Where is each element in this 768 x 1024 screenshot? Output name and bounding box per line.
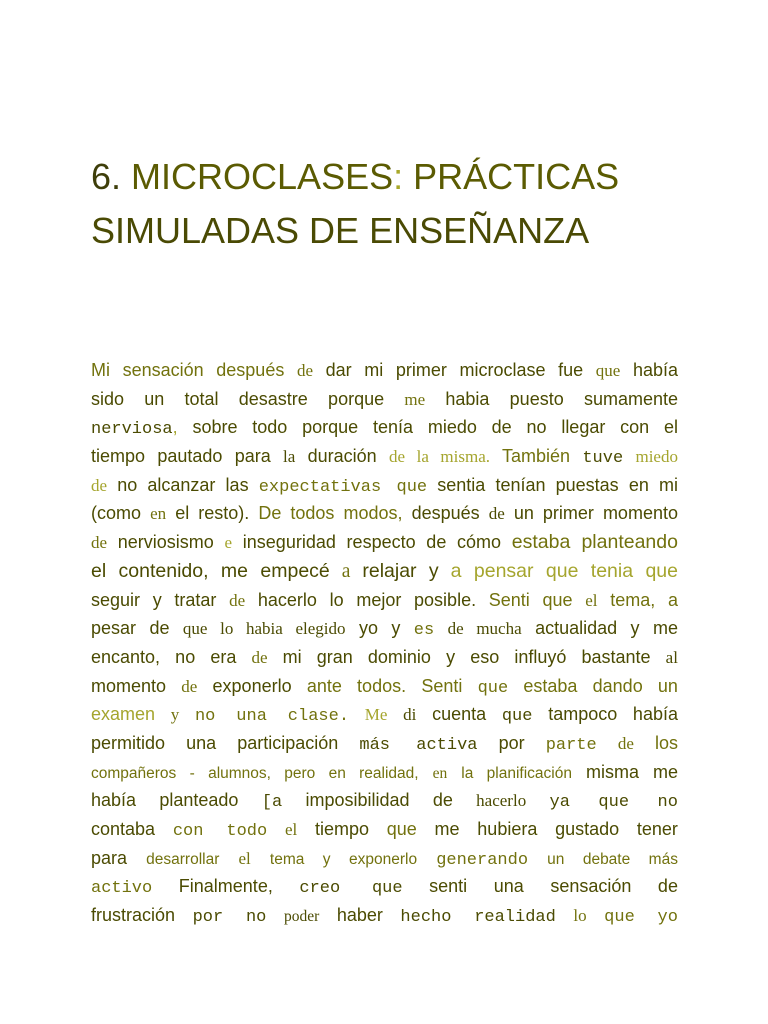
section-title [91,150,619,258]
paragraph-line [91,700,678,729]
title-colon: : [393,156,404,197]
text-run: me [404,389,426,409]
paragraph-line [91,643,678,672]
text-run: parte [545,735,597,755]
text-run: mi gran dominio y eso influyó bastante [282,646,651,667]
text-run: que [595,361,621,380]
paragraph-line [91,499,678,528]
text-run: ya que no [549,793,678,813]
paragraph-line [91,901,678,930]
text-run: seguir y tratar [91,589,217,610]
text-run: encanto, no era [91,646,237,667]
text-run: el resto). [175,503,250,524]
text-run: tiempo [314,819,369,839]
text-run: en [150,504,167,524]
text-run: de [229,590,246,610]
text-run: inseguridad respecto de cómo [242,532,502,553]
paragraph-line [91,786,678,815]
text-run: frustración [91,905,176,926]
text-run: hacerlo lo mejor posible. [257,589,477,610]
text-run: miedo [635,447,678,467]
text-run: de [617,733,634,753]
text-run: que [477,678,509,698]
text-run: sido un total desastre porque [91,388,385,409]
title-word: MICROCLASES [131,156,394,197]
text-run: que [501,707,533,727]
paragraph-line [91,672,678,701]
title-word: PRÁCTICAS [413,156,620,197]
text-run: de la misma. [389,447,490,467]
text-run: (como [91,503,142,524]
text-run: [a [261,793,283,813]
text-run: el [585,590,598,610]
text-run: creo que [299,879,403,899]
text-run: haber [336,905,383,926]
paragraph-line [91,614,678,643]
paragraph-line [91,385,678,414]
text-run: momento [91,675,167,696]
text-run: que yo [604,908,678,928]
text-run: los [654,732,678,753]
text-run: el [284,820,298,839]
text-run: lo [573,906,587,926]
paragraph-line [91,471,678,500]
text-run: de [488,504,505,524]
text-run: que lo habia elegido [182,619,346,639]
text-run: De todos modos, [258,503,403,524]
text-run: al [665,647,678,667]
text-run: contaba [91,819,156,839]
paragraph-line [91,844,678,873]
paragraph-line [91,442,678,471]
paragraph-line [91,729,678,758]
text-run: exponerlo [212,675,292,696]
text-run: tiempo pautado para [91,446,271,467]
text-run: un primer momento [513,503,678,524]
text-run: para [91,847,128,868]
text-run: estaba planteando [511,531,678,554]
text-run: me hubiera gustado tener [434,819,678,839]
paragraph-line [91,758,678,787]
text-run: generando [436,850,529,870]
text-run: poder [283,908,320,926]
body-paragraph [91,356,678,930]
paragraph-line [91,356,678,385]
text-run: senti una sensación de [429,876,678,897]
paragraph-line [91,586,678,615]
text-run: Mi sensación después [91,360,285,380]
paragraph-line [91,413,678,442]
title-line-2: SIMULADAS DE ENSEÑANZA [91,210,590,251]
text-run: Me [364,705,388,725]
text-run: había [632,360,678,380]
text-run: de [181,676,198,696]
text-run: no una clase. [194,707,350,727]
text-run: imposibilidad de [305,790,453,811]
text-run: Senti que [488,589,573,610]
text-run: que [386,819,417,839]
text-run: nerviosa [91,420,173,440]
text-run: duración [307,446,377,467]
text-run: , [172,417,178,438]
text-run: hecho realidad [400,908,556,928]
text-run: después [411,503,480,524]
text-run: pesar de [91,618,170,639]
text-run: desarrollar [146,850,220,868]
text-run: un debate más [547,850,678,868]
text-run: el contenido, me empecé [91,559,330,582]
text-run: habia puesto sumamente [445,388,678,409]
section-number: 6. [91,156,122,197]
text-run: es [413,621,435,641]
text-run: relajar y [362,559,439,582]
text-run: por [498,732,525,753]
text-run: activo [91,879,153,899]
paragraph-line [91,557,678,586]
text-run: tema, a [610,589,678,610]
text-run: yo y [358,618,401,639]
text-run: dar mi primer microclase fue [325,360,584,380]
text-run: de [91,533,108,553]
text-run: tema y exponerlo [269,850,418,868]
text-run: de [91,475,108,495]
text-run: y [170,705,180,725]
title-line-1 [91,150,619,204]
text-run: de [251,647,268,667]
text-run: el [238,848,251,868]
text-run: examen [91,704,156,725]
text-run: ante todos. [306,675,407,696]
text-run: en [432,764,448,782]
text-run: la planificación [461,764,572,782]
text-run: con todo [172,822,268,841]
text-run: actualidad y me [535,618,678,639]
paragraph-line [91,815,678,844]
text-run: la [283,447,296,467]
text-run: También [501,446,571,467]
text-run: había planteado [91,790,239,811]
paragraph-line [91,872,678,901]
text-run: más activa [359,735,478,755]
text-run: a [341,560,351,582]
text-run: tampoco había [548,704,678,725]
text-run: expectativas que [258,477,428,497]
text-run: hacerlo [476,791,527,811]
text-run: e [224,533,233,553]
text-run: a pensar que tenia que [450,559,678,582]
text-run: nerviosismo [117,532,214,553]
text-run: de [296,361,313,380]
text-run: permitido una participación [91,732,339,753]
text-run: Senti [421,675,463,696]
text-run: di [403,705,417,725]
text-run: sentia tenían puestas en mi [437,474,678,495]
text-run: no alcanzar las [117,474,249,495]
text-run: tuve [582,449,624,469]
text-run: compañeros - alumnos, pero en realidad, [91,764,419,782]
text-run: de mucha [447,619,522,639]
paragraph-line [91,528,678,557]
text-run: sobre todo porque tenía miedo de no llegar con el [192,417,678,438]
text-run: Finalmente, [178,876,273,897]
text-run: por no [192,908,267,928]
text-run: misma me [585,761,678,782]
text-run: estaba dando un [523,675,678,696]
text-run: cuenta [432,704,487,725]
